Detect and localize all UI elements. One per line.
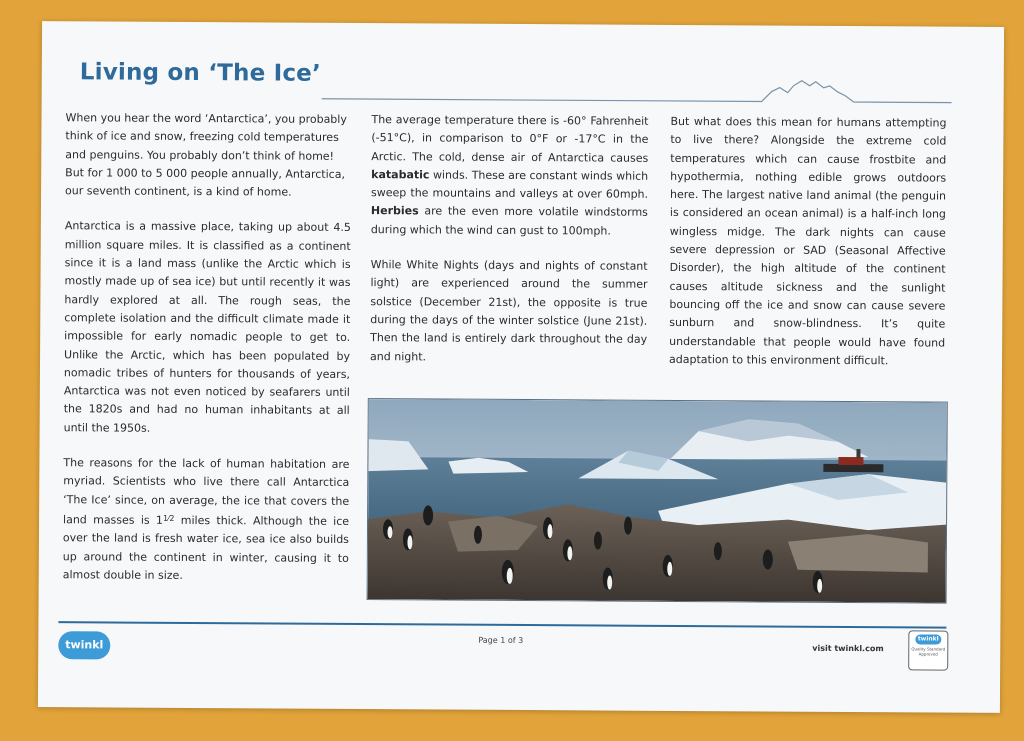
twinkl-logo[interactable]: twinkl [58,631,110,659]
temperature-text-c: are the even more volatile windstorms during which the wind can gust to 100mph. [370,204,648,238]
badge-text: Quality Standard Approved [911,646,946,657]
fraction-half: 1⁄2 [162,513,175,523]
worksheet-page [38,21,1004,713]
katabatic-term: katabatic [371,167,430,182]
penguin-colony-image [368,399,947,603]
habitation-text-b: miles thick. Although the ice over the land is fresh water ice, sea ice also builds up around the continent in winter, causing it to almost double in size. [62,513,350,582]
page-number: Page 1 of 3 [478,635,524,646]
white-nights-paragraph: While White Nights (days and nights of constant light) are experienced around the summer solstice (December 21st), the opposite is true during the days of the winter solstice (June 21st). Then the land is entirely dark throughout the day and night. [370,258,648,363]
antarctica-photo [367,398,948,604]
size-paragraph: Antarctica is a massive place, taking up about 4.5 million square miles. It is classified as a continent since it is a land mass (unlike the Arctic which is mostly made up of sea ice) but until recently it was hardly explored at all. The rough seas, the complete isolation and the difficult climate made it impossible for early nomadic people to get to. Unlike the Arctic, which has been populated by nomadic tribes of hunters for thousands of years, Antarctica was not even noticed by seafarers until the 1820s and had no human inhabitants at all until the 1950s. [63,219,351,435]
badge-logo: twinkl [915,634,941,644]
herbies-term: Herbies [370,204,419,218]
habitation-text-a: The reasons for the lack of human habitation are myriad. Scientists who live there call Antarctica ‘The Ice’ since, on average, the ice that covers the land masses is 1 [63,456,350,527]
footer-divider [58,621,946,628]
column-middle [370,111,649,385]
humans-paragraph: But what does this mean for humans attempting to live there? Alongside the extreme cold temperatures which can cause frostbite and hypothermia, nothing edible grows outdoors here. The largest native land animal (the penguin is considered an ocean animal) is a half-inch long wingless midge. The dark nights can cause severe depression or SAD (Seasonal Affective Disorder), the high altitude of the continent causes altitude sickness and the sunlight bouncing off the ice and snow can cause severe sunburn and snow-blindness. It’s quite understandable that people would have found adaptation to this environment difficult. [669,114,947,368]
quality-badge [908,630,948,670]
title-mountain-line [322,63,952,107]
temperature-paragraph [371,111,649,241]
page-title: Living on ‘The Ice’ [79,59,322,87]
habitation-paragraph [63,454,350,586]
column-left [63,109,352,603]
column-right [669,113,947,388]
visit-link[interactable]: visit twinkl.com [812,643,884,654]
temperature-text-a: The average temperature there is -60° Fahrenheit (-51°C), in comparison to 0°F or -17°C in the Arctic. The cold, dense air of Antarctica causes [371,113,649,165]
temperature-text-b: winds. These are constant winds which sweep the mountains and valleys at over 60mph. [371,168,649,201]
intro-paragraph: When you hear the word ‘Antarctica’, you probably think of ice and snow, freezing cold temperatures and penguins. You probably don’t think of home! But for 1 000 to 5 000 people annually, Antarctica, our seventh continent, is a kind of home. [65,111,347,199]
